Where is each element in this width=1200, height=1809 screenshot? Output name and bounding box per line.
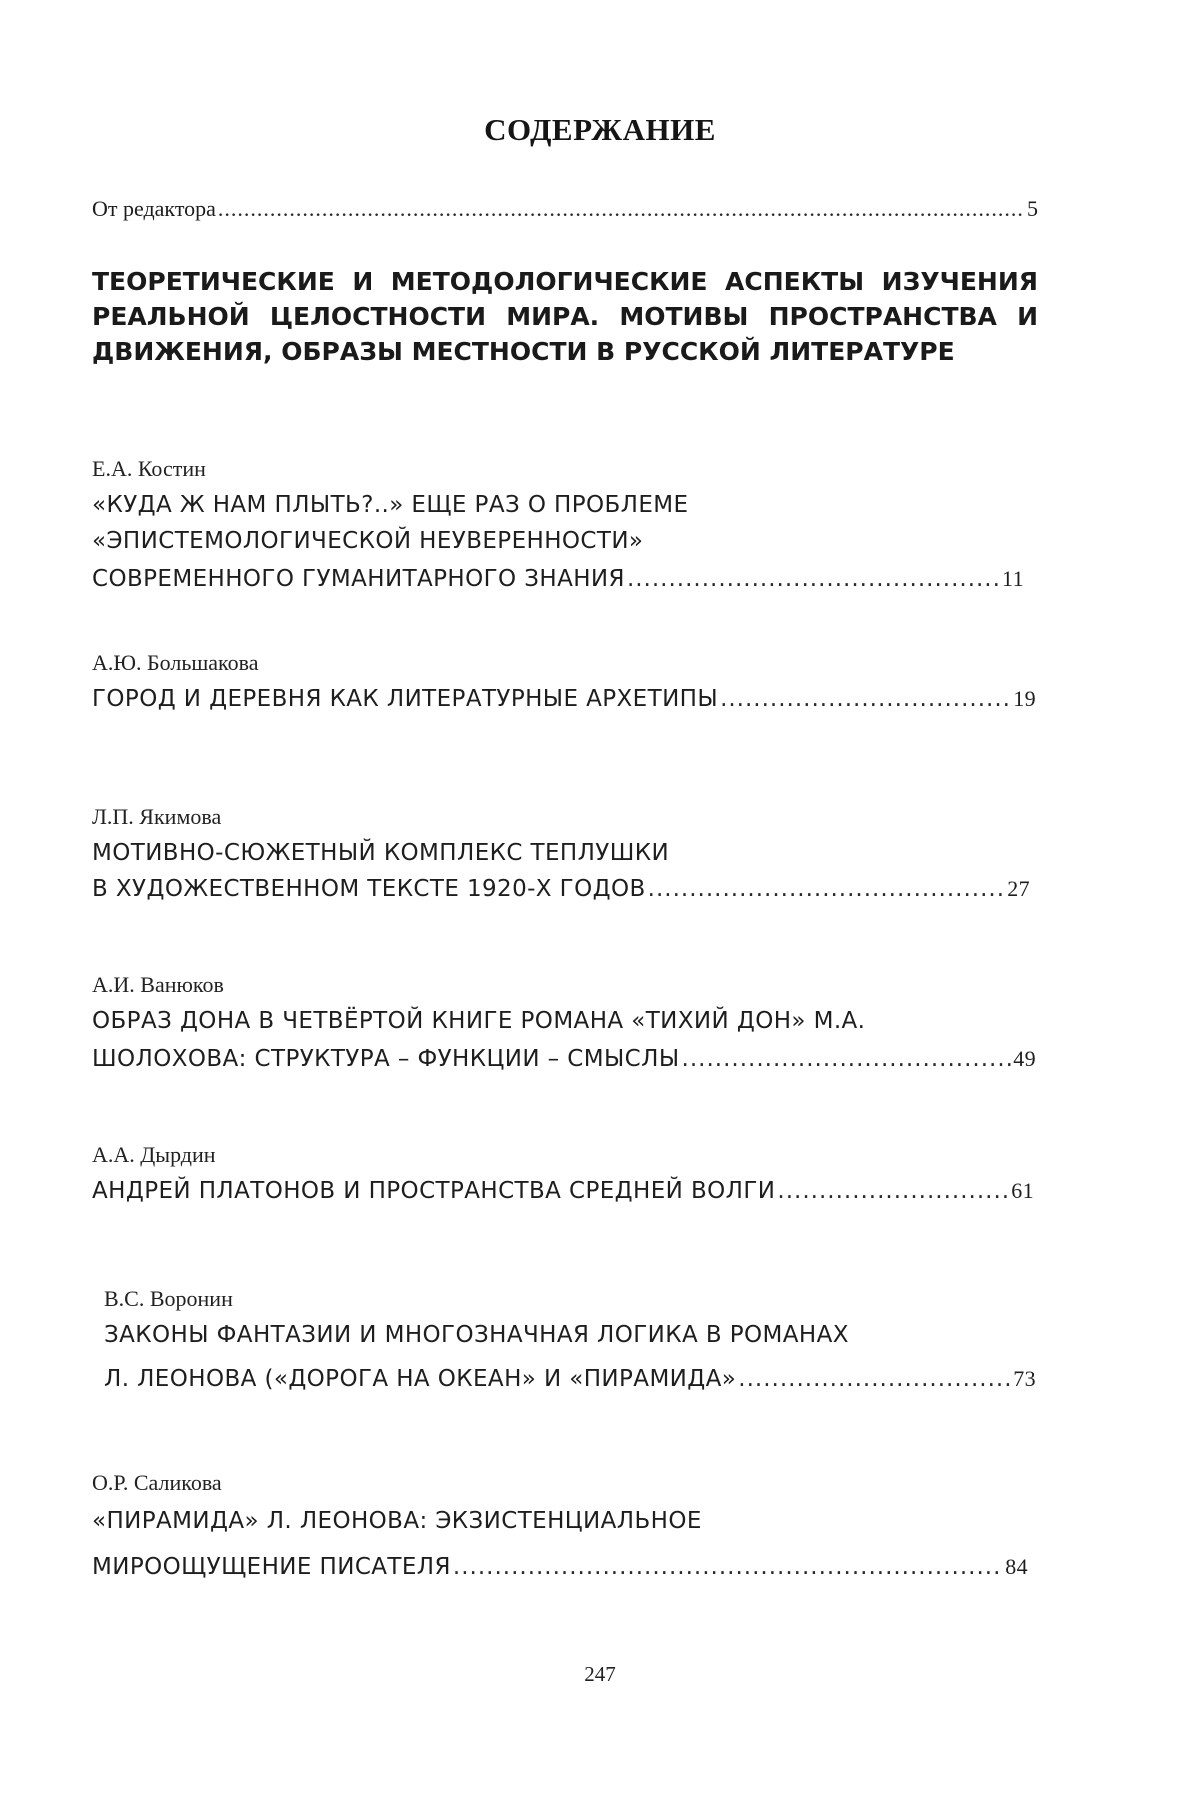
entry-title-line: В ХУДОЖЕСТВЕННОМ ТЕКСТЕ 1920-Х ГОДОВ — [92, 876, 646, 902]
toc-entry-kostin[interactable] — [92, 566, 1024, 592]
toc-entry-vanyukov[interactable] — [92, 1046, 1036, 1072]
toc-page-number: 27 — [1007, 876, 1030, 901]
toc-entry-label: От редактора — [92, 196, 216, 221]
entry-title-line: СОВРЕМЕННОГО ГУМАНИТАРНОГО ЗНАНИЯ — [92, 566, 625, 592]
dot-leader — [648, 876, 1006, 902]
entry-author: О.Р. Саликова — [92, 1470, 222, 1495]
dot-leader — [218, 196, 1025, 222]
entry-author: А.Ю. Большакова — [92, 650, 259, 675]
dot-leader — [453, 1554, 1003, 1580]
footer-page-number: 247 — [584, 1662, 616, 1686]
entry-title-line: АНДРЕЙ ПЛАТОНОВ И ПРОСТРАНСТВА СРЕДНЕЙ ВОЛГИ — [92, 1178, 776, 1204]
entry-author: А.И. Ванюков — [92, 972, 224, 997]
entry-author: В.С. Воронин — [104, 1286, 233, 1311]
toc-page-number: 5 — [1027, 196, 1038, 221]
toc-entry-yakimova[interactable] — [92, 876, 1030, 902]
entry-title-line: ОБРАЗ ДОНА В ЧЕТВЁРТОЙ КНИГЕ РОМАНА «ТИХИЙ ДОН» М.А. — [92, 1008, 866, 1034]
dot-leader — [627, 566, 1000, 592]
toc-entry-voronin[interactable] — [104, 1366, 1036, 1392]
toc-entry-editor[interactable] — [92, 196, 1038, 222]
section-heading: ТЕОРЕТИЧЕСКИЕ И МЕТОДОЛОГИЧЕСКИЕ АСПЕКТЫ ИЗУЧЕНИЯ РЕАЛЬНОЙ ЦЕЛОСТНОСТИ МИРА. МОТИВЫ ПРОСТРАНСТВА И ДВИЖЕНИЯ, ОБРАЗЫ МЕСТНОСТИ В РУССКОЙ ЛИТЕРАТУРЕ — [92, 267, 1038, 366]
toc-entry-bolshakova[interactable] — [92, 686, 1036, 712]
toc-page-number: 61 — [1011, 1178, 1034, 1203]
entry-title-line: МОТИВНО-СЮЖЕТНЫЙ КОМПЛЕКС ТЕПЛУШКИ — [92, 840, 670, 866]
dot-leader — [738, 1366, 1011, 1392]
toc-entry-salikova[interactable] — [92, 1554, 1028, 1580]
entry-title-line: МИРООЩУЩЕНИЕ ПИСАТЕЛЯ — [92, 1554, 451, 1580]
entry-title-line: ЗАКОНЫ ФАНТАЗИИ И МНОГОЗНАЧНАЯ ЛОГИКА В РОМАНАХ — [104, 1322, 849, 1348]
entry-author: Л.П. Якимова — [92, 804, 222, 829]
toc-page-number: 84 — [1005, 1554, 1028, 1579]
entry-title-line: «ЭПИСТЕМОЛОГИЧЕСКОЙ НЕУВЕРЕННОСТИ» — [92, 528, 644, 554]
entry-title-line: ШОЛОХОВА: СТРУКТУРА – ФУНКЦИИ – СМЫСЛЫ — [92, 1046, 680, 1072]
toc-page-number: 49 — [1013, 1046, 1036, 1071]
page-title: СОДЕРЖАНИЕ — [484, 112, 716, 147]
dot-leader — [720, 686, 1011, 712]
entry-author: Е.А. Костин — [92, 456, 206, 481]
dot-leader — [777, 1178, 1009, 1204]
entry-title-line: «ПИРАМИДА» Л. ЛЕОНОВА: ЭКЗИСТЕНЦИАЛЬНОЕ — [92, 1508, 702, 1534]
entry-title-line: Л. ЛЕОНОВА («ДОРОГА НА ОКЕАН» И «ПИРАМИДА» — [104, 1366, 737, 1392]
entry-title-line: «КУДА Ж НАМ ПЛЫТЬ?..» ЕЩЕ РАЗ О ПРОБЛЕМЕ — [92, 492, 689, 518]
toc-entry-dyrdin[interactable] — [92, 1178, 1034, 1204]
toc-page-number: 11 — [1002, 566, 1024, 591]
toc-page-number: 19 — [1013, 686, 1036, 711]
entry-title-line: ГОРОД И ДЕРЕВНЯ КАК ЛИТЕРАТУРНЫЕ АРХЕТИПЫ — [92, 686, 719, 712]
toc-page-number: 73 — [1013, 1366, 1036, 1391]
dot-leader — [682, 1046, 1012, 1072]
entry-author: А.А. Дырдин — [92, 1142, 216, 1167]
